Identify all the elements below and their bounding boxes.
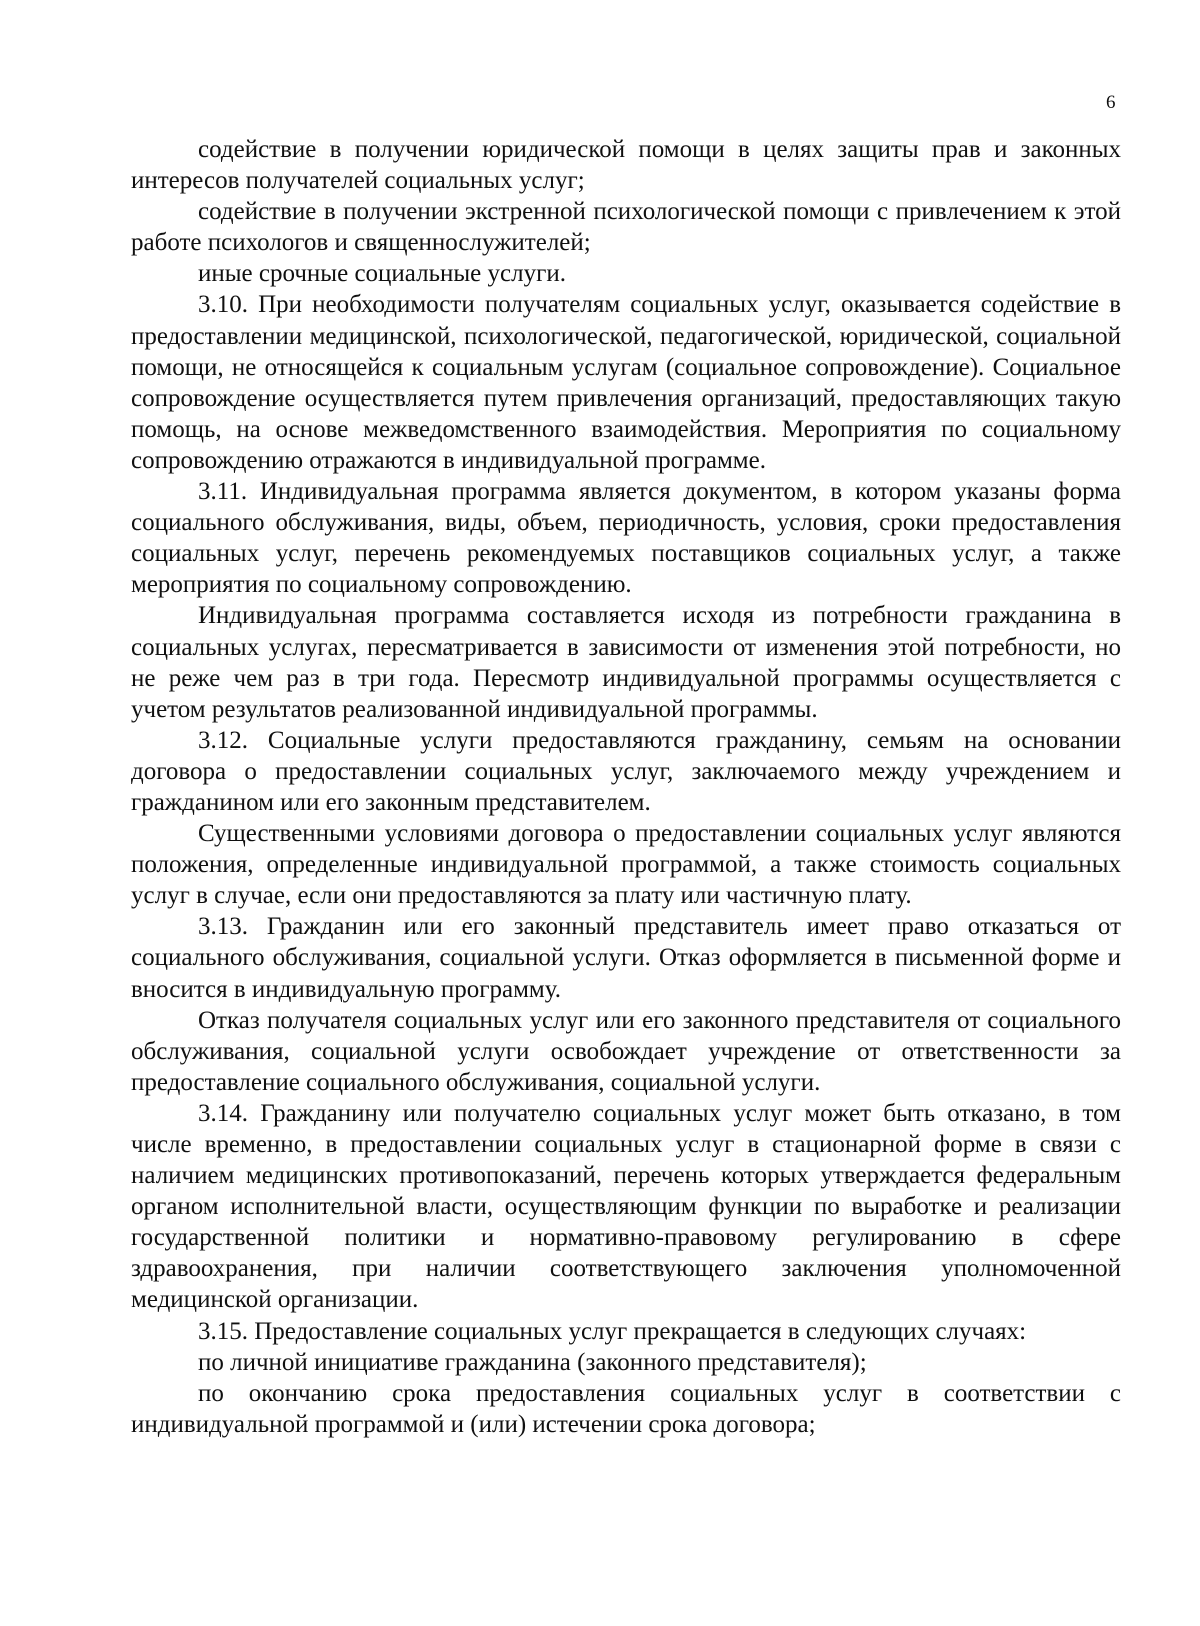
page-number: 6: [1106, 92, 1116, 113]
paragraph-3-14: 3.14. Гражданину или получателю социальных услуг может быть отказано, в том числе временно, в предоставлении социальных услуг в стационарной форме в связи с наличием медицинских противопоказаний, перечень которых утверждается федеральным органом исполнительной власти, осуществляющим функции по выработке и реализации государственной политики и нормативно-правовому регулированию в сфере здравоохранения, при наличии соответствующего заключения уполномоченной медицинской организации.: [131, 1099, 1121, 1314]
paragraph-other-urgent-services: иные срочные социальные услуги.: [198, 260, 566, 288]
paragraph-legal-aid: содействие в получении юридической помощи в целях защиты прав и законных интересов получателей социальных услуг;: [131, 136, 1121, 195]
paragraph-individual-program: Индивидуальная программа составляется исходя из потребности гражданина в социальных услугах, пересматривается в зависимости от изменения этой потребности, но не реже чем раз в три года. Пересмотр индивидуальной программы осуществляется с учетом результатов реализованной индивидуальной программы.: [131, 602, 1121, 723]
paragraph-term-expiry: по окончанию срока предоставления социальных услуг в соответствии с индивидуальной программой и (или) истечении срока договора;: [131, 1379, 1121, 1438]
paragraph-3-13: 3.13. Гражданин или его законный представитель имеет право отказаться от социального обслуживания, социальной услуги. Отказ оформляется в письменной форме и вносится в индивидуальную программу.: [131, 913, 1121, 1003]
document-body: [131, 134, 1121, 1440]
paragraph-contract-conditions: Существенными условиями договора о предоставлении социальных услуг являются положения, определенные индивидуальной программой, а также стоимость социальных услуг в случае, если они предоставляются за плату или частичную плату.: [131, 820, 1121, 910]
paragraph-refusal: Отказ получателя социальных услуг или его законного представителя от социального обслуживания, социальной услуги освобождает учреждение от ответственности за предоставление социального обслуживания, социальной услуги.: [131, 1006, 1121, 1096]
paragraph-3-12: 3.12. Социальные услуги предоставляются гражданину, семьям на основании договора о предоставлении социальных услуг, заключаемого между учреждением и гражданином или его законным представителем.: [131, 726, 1121, 816]
paragraph-psychological-aid: содействие в получении экстренной психологической помощи с привлечением к этой работе психологов и священнослужителей;: [131, 198, 1121, 257]
paragraph-3-11: 3.11. Индивидуальная программа является документом, в котором указаны форма социального обслуживания, виды, объем, периодичность, условия, сроки предоставления социальных услуг, перечень рекомендуемых поставщиков социальных услуг, а также мероприятия по социальному сопровождению.: [131, 478, 1121, 599]
paragraph-personal-initiative: по личной инициативе гражданина (законного представителя);: [198, 1348, 867, 1376]
paragraph-3-15: 3.15. Предоставление социальных услуг прекращается в следующих случаях:: [198, 1317, 1027, 1345]
paragraph-3-10: 3.10. При необходимости получателям социальных услуг, оказывается содействие в предоставлении медицинской, психологической, педагогической, юридической, социальной помощи, не относящейся к социальным услугам (социальное сопровождение). Социальное сопровождение осуществляется путем привлечения организаций, предоставляющих такую помощь, на основе межведомственного взаимодействия. Мероприятия по социальному сопровождению отражаются в индивидуальной программе.: [131, 291, 1121, 474]
